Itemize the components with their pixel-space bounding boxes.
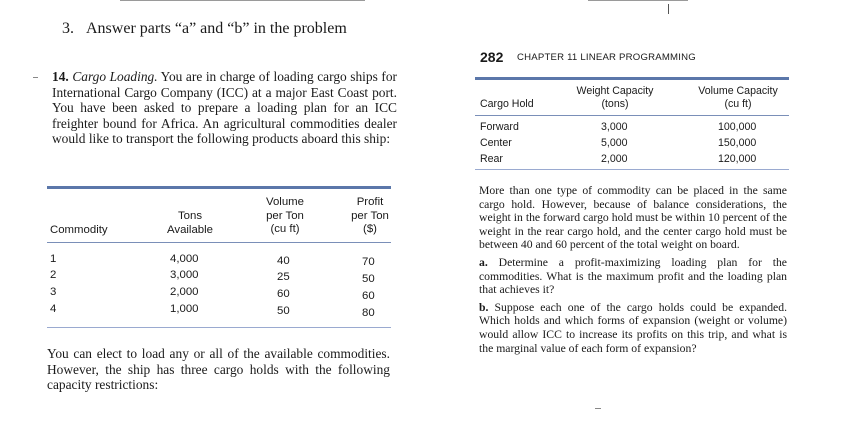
cell-volume-cap: 100,000 bbox=[718, 121, 757, 133]
hold-table-bottom-rule bbox=[475, 169, 789, 170]
part-b-label: b. bbox=[479, 300, 489, 314]
part-b bbox=[479, 301, 787, 355]
page-number: 282 bbox=[480, 49, 504, 65]
cell-hold: Forward bbox=[480, 121, 519, 133]
col-header-profit-line2: per Ton bbox=[351, 209, 389, 222]
col-header-profit-line3: ($) bbox=[363, 223, 377, 235]
cell-volume: 50 bbox=[277, 305, 290, 317]
cell-profit: 60 bbox=[362, 290, 375, 302]
problem-title: Cargo Loading. bbox=[72, 69, 158, 84]
commodity-table-header-rule bbox=[47, 242, 391, 243]
cell-commodity: 3 bbox=[50, 286, 57, 298]
col-header-commodity: Commodity bbox=[50, 224, 108, 236]
col-header-profit-line1: Profit bbox=[356, 196, 384, 208]
cell-hold: Center bbox=[480, 137, 512, 149]
col-header-weight-line2: (tons) bbox=[601, 97, 629, 110]
cell-commodity: 1 bbox=[50, 253, 57, 265]
hold-table-top-rule bbox=[475, 77, 789, 80]
col-header-weight-line1: Weight Capacity bbox=[576, 85, 654, 97]
instruction-number: 3. bbox=[62, 20, 74, 37]
col-header-volume-line2: per Ton bbox=[266, 209, 304, 222]
col-header-volume-line3: (cu ft) bbox=[270, 223, 300, 235]
col-header-profit bbox=[340, 196, 400, 237]
col-header-tons bbox=[160, 210, 220, 237]
commodity-table-top-rule bbox=[47, 186, 391, 189]
balance-paragraph: More than one type of commodity can be placed in the same cargo hold. However, because of balance considerations, the weight in the forward cargo hold must be within 10 percent of the weight in the rear cargo hold, and the center cargo hold must be between 40 and 60 percent of the total weight on board. bbox=[479, 184, 787, 252]
margin-mark bbox=[33, 77, 38, 78]
bottom-mark bbox=[595, 408, 601, 409]
problem-number: 14. bbox=[52, 69, 69, 84]
tick-mark bbox=[668, 4, 669, 14]
problem-intro: You are in charge of loading cargo ships for International Cargo Company (ICC) at a major East Coast port. You have been asked to prepare a loading plan for an ICC freighter bound for Africa. An agricultural commodities dealer would like to transport the following products aboard this ship: bbox=[52, 69, 397, 147]
capacity-intro-paragraph: You can elect to load any or all of the available commodities. However, the ship has three cargo holds with the following capacity restrictions: bbox=[47, 346, 390, 393]
part-a bbox=[479, 256, 787, 297]
col-header-tons-line1: Tons bbox=[177, 210, 203, 222]
cell-volume: 25 bbox=[277, 271, 290, 283]
commodity-table-bottom-rule bbox=[47, 327, 391, 328]
instruction-line bbox=[62, 20, 347, 38]
cell-volume-cap: 150,000 bbox=[718, 137, 757, 149]
cell-tons: 1,000 bbox=[170, 303, 199, 315]
top-divider-left bbox=[120, 0, 365, 1]
cell-profit: 80 bbox=[362, 307, 375, 319]
cell-weight: 5,000 bbox=[601, 137, 628, 149]
col-header-volcap-line2: (cu ft) bbox=[724, 97, 752, 110]
col-header-tons-line2: Available bbox=[166, 223, 214, 236]
cell-profit: 70 bbox=[362, 256, 375, 268]
part-b-text: Suppose each one of the cargo holds could be expanded. Which holds and which forms of expansion (weight or volume) would allow ICC to increase its profits on this trip, and what is the marginal value of each form of expansion? bbox=[479, 300, 787, 355]
cell-volume-cap: 120,000 bbox=[718, 153, 757, 165]
col-header-volume-line1: Volume bbox=[266, 196, 304, 208]
cell-commodity: 2 bbox=[50, 269, 57, 281]
cell-tons: 2,000 bbox=[170, 286, 199, 298]
col-header-weight-capacity bbox=[565, 85, 665, 110]
col-header-cargo-hold: Cargo Hold bbox=[480, 98, 534, 110]
cell-commodity: 4 bbox=[50, 303, 57, 315]
cell-volume: 60 bbox=[277, 288, 290, 300]
cell-tons: 3,000 bbox=[170, 269, 199, 281]
col-header-volcap-line1: Volume Capacity bbox=[698, 85, 778, 97]
chapter-title: CHAPTER 11 LINEAR PROGRAMMING bbox=[517, 52, 696, 63]
part-a-text: Determine a profit-maximizing loading plan for the commodities. What is the maximum profit and the loading plan that achieves it? bbox=[479, 255, 787, 297]
cell-weight: 2,000 bbox=[601, 153, 628, 165]
hold-table-header-rule bbox=[475, 115, 789, 116]
problem-paragraph bbox=[52, 69, 397, 147]
cell-volume: 40 bbox=[277, 255, 290, 267]
cell-tons: 4,000 bbox=[170, 253, 199, 265]
cell-weight: 3,000 bbox=[601, 121, 628, 133]
top-divider-right bbox=[588, 0, 688, 1]
col-header-volume bbox=[255, 196, 315, 237]
col-header-volume-capacity bbox=[688, 85, 788, 110]
part-a-label: a. bbox=[479, 255, 488, 269]
constraints-text bbox=[479, 184, 787, 359]
cell-profit: 50 bbox=[362, 273, 375, 285]
instruction-text: Answer parts “a” and “b” in the problem bbox=[86, 20, 347, 37]
cell-hold: Rear bbox=[480, 153, 503, 165]
